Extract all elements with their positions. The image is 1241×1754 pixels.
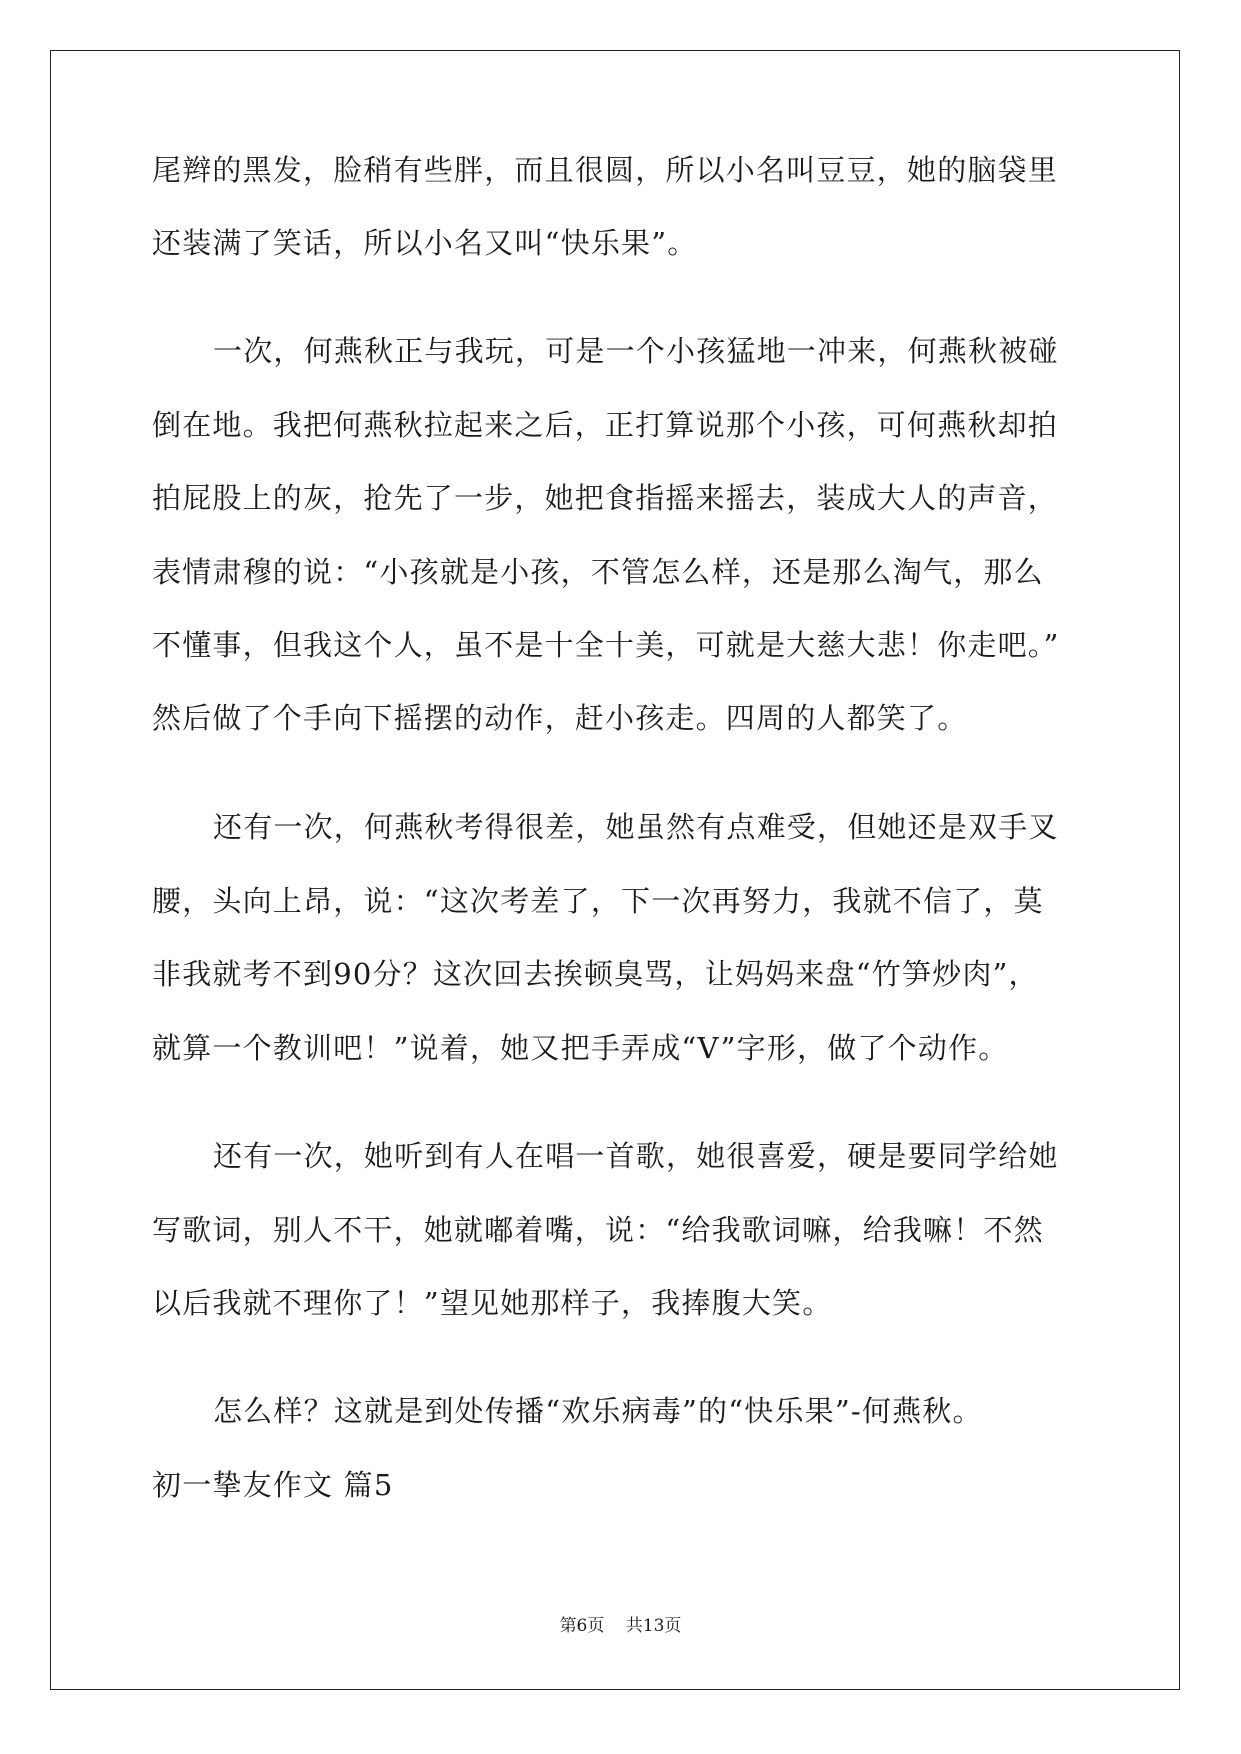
text-line: 还装满了笑话，所以小名又叫“快乐果”。 <box>152 226 698 260</box>
page-total: 共13页 <box>625 1616 682 1636</box>
text-line: 尾辫的黑发，脸稍有些胖，而且很圆，所以小名叫豆豆，她的脑袋里 <box>152 153 1059 187</box>
text-line: 不懂事，但我这个人，虽不是十全十美，可就是大慈大悲！你走吧。” <box>152 628 1060 662</box>
page-border <box>50 50 1180 1690</box>
page-number: 第6页 <box>559 1616 605 1636</box>
page-footer <box>0 1614 1241 1638</box>
text-line: 拍屁股上的灰，抢先了一步，她把食指摇来摇去，装成大人的声音， <box>152 481 1059 515</box>
text-line: 腰，头向上昂，说：“这次考差了，下一次再努力，我就不信了，莫 <box>152 884 1044 918</box>
text-line: 还有一次，何燕秋考得很差，她虽然有点难受，但她还是双手叉 <box>213 810 1059 844</box>
text-line: 非我就考不到90分？这次回去挨顿臭骂，让妈妈来盘“竹笋炒肉”， <box>152 957 1039 991</box>
text-line: 然后做了个手向下摇摆的动作，赶小孩走。四周的人都笑了。 <box>152 701 968 735</box>
text-line: 倒在地。我把何燕秋拉起来之后，正打算说那个小孩，可何燕秋却拍 <box>152 408 1059 442</box>
text-line: 怎么样？这就是到处传播“欢乐病毒”的“快乐果”-何燕秋。 <box>213 1394 983 1428</box>
text-line: 表情肃穆的说：“小孩就是小孩，不管怎么样，还是那么淘气，那么 <box>152 555 1044 589</box>
text-line: 以后我就不理你了！”望见她那样子，我捧腹大笑。 <box>152 1286 833 1320</box>
text-line: 写歌词，别人不干，她就嘟着嘴，说：“给我歌词嘛，给我嘛！不然 <box>152 1213 1044 1247</box>
text-line: 就算一个教训吧！”说着，她又把手弄成“V”字形，做了个动作。 <box>152 1031 1009 1065</box>
text-line: 一次，何燕秋正与我玩，可是一个小孩猛地一冲来，何燕秋被碰 <box>213 334 1059 368</box>
text-line: 还有一次，她听到有人在唱一首歌，她很喜爱，硬是要同学给她 <box>213 1139 1059 1173</box>
section-heading: 初一挚友作文 篇5 <box>152 1468 394 1502</box>
